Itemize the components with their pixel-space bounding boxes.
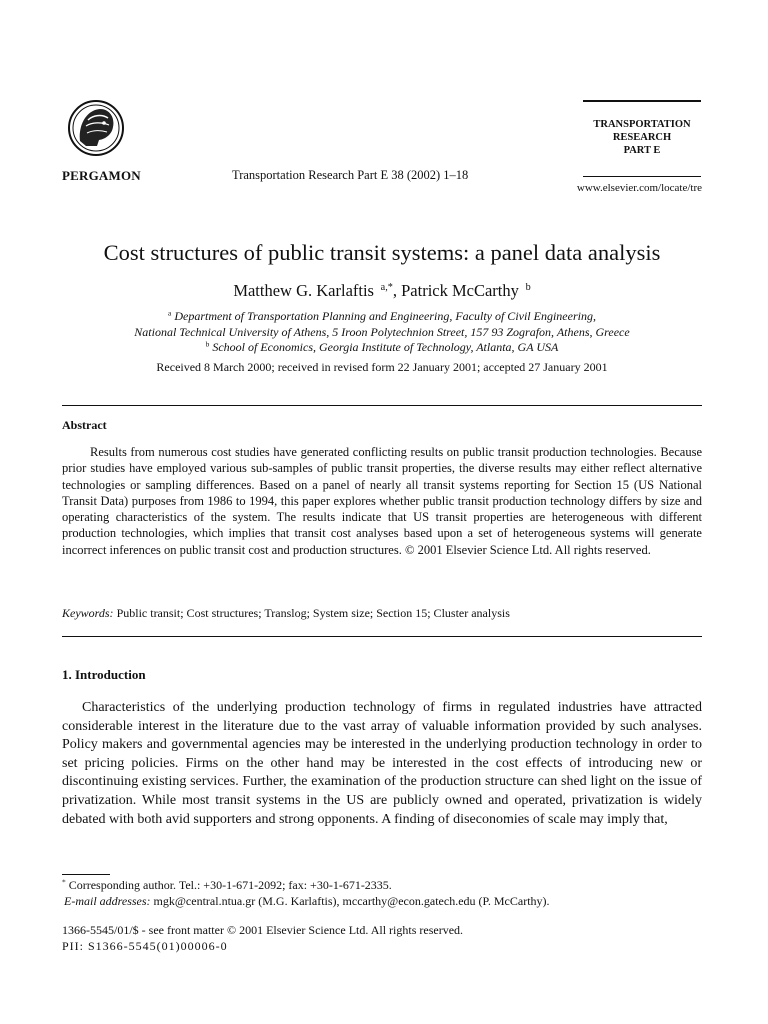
journal-url-link[interactable]: www.elsevier.com/locate/tre [576, 182, 702, 194]
author-affiliation-mark: a,* [380, 281, 393, 293]
footnote-mark: * [62, 877, 66, 887]
publisher-tree-logo-icon [66, 96, 128, 162]
affiliation-line [62, 309, 702, 324]
keywords-label: Keywords: [62, 606, 114, 620]
article-title: Cost structures of public transit systems: a panel data analysis [103, 240, 661, 265]
author-name: Patrick McCarthy [401, 281, 519, 300]
author-list [62, 281, 702, 301]
email-addresses[interactable]: mgk@central.ntua.gr (M.G. Karlaftis), mccarthy@econ.gatech.edu (P. McCarthy). [153, 894, 550, 908]
corresponding-author-text: Corresponding author. Tel.: +30-1-671-2092; fax: +30-1-671-2335. [68, 878, 392, 892]
abstract-bottom-divider [62, 636, 702, 637]
journal-top-rule [583, 100, 701, 102]
journal-bottom-rule [583, 176, 701, 177]
publisher-name: PERGAMON [62, 168, 141, 183]
introduction-body: Characteristics of the underlying production technology of firms in regulated industries have attracted considerable interest in the literature due to the vast array of valuable information provided by such analyses. Policy makers and governmental agencies may be interested in the underlying production technology in order to set pricing policies. Firms on the other hand may be interested in the cost effects of introducing new or discontinuing existing services. Further, the examination of the production structure can shed light on the issue of privatization. While most transit systems in the US are publicly owned and operated, privatization is widely debated with both avid supporters and strong opponents. A finding of diseconomies of scale may imply that, [62, 700, 702, 827]
affiliation-line [62, 325, 702, 340]
author-separator: , [392, 281, 402, 300]
journal-name-line: TRANSPORTATION [593, 119, 691, 130]
footnote-divider [62, 874, 110, 875]
author-affiliation-mark: b [525, 281, 531, 293]
affiliation-mark: b [205, 339, 210, 349]
corresponding-author-note [62, 878, 702, 893]
affiliation-line [62, 340, 702, 355]
abstract-body: Results from numerous cost studies have generated conflicting results on public transit production technologies. Because prior studies have employed various sub-samples of public transit properties, the diverse results may either reflect alternative technologies or sampling differences. Based on a panel of nearly all transit systems reporting for Section 15 (US National Transit Data) purposes from 1986 to 1994, this paper explores whether public transit production technology differs by size and operating characteristics of the system. The results indicate that US transit properties are heterogeneous with different production technologies, which implies that transit cost analyses based upon a set of heterogeneous systems will generate incorrect inferences on public transit cost and production structures. © 2001 Elsevier Science Ltd. All rights reserved. [62, 445, 702, 557]
journal-name-line: RESEARCH [612, 132, 672, 143]
affiliation-mark: a [168, 308, 172, 318]
author-name: Matthew G. Karlaftis [233, 281, 374, 300]
keywords-list: Public transit; Cost structures; Translog; System size; Section 15; Cluster analysis [116, 606, 510, 620]
keywords [62, 606, 702, 621]
affiliation-text: Department of Transportation Planning and Engineering, Faculty of Civil Engineering, [174, 309, 596, 323]
pii-line: PII: S1366-5545(01)00006-0 [62, 939, 228, 953]
issn-line: 1366-5545/01/$ - see front matter © 2001 Elsevier Science Ltd. All rights reserved. [62, 923, 464, 937]
abstract-top-divider [62, 405, 702, 406]
received-dates: Received 8 March 2000; received in revised form 22 January 2001; accepted 27 January 2001 [156, 360, 608, 374]
affiliation-text: National Technical University of Athens, 5 Iroon Polytechnion Street, 157 93 Zografon, Athens, Greece [134, 325, 630, 339]
email-note [62, 894, 704, 909]
section-heading: 1. Introduction [62, 667, 146, 682]
journal-name [583, 118, 701, 157]
affiliation-text: School of Economics, Georgia Institute of Technology, Atlanta, GA USA [212, 340, 559, 354]
journal-name-line: PART E [623, 145, 661, 156]
abstract-heading: Abstract [62, 418, 107, 432]
email-label: E-mail addresses: [64, 894, 151, 908]
journal-citation: Transportation Research Part E 38 (2002) 1–18 [232, 168, 469, 182]
